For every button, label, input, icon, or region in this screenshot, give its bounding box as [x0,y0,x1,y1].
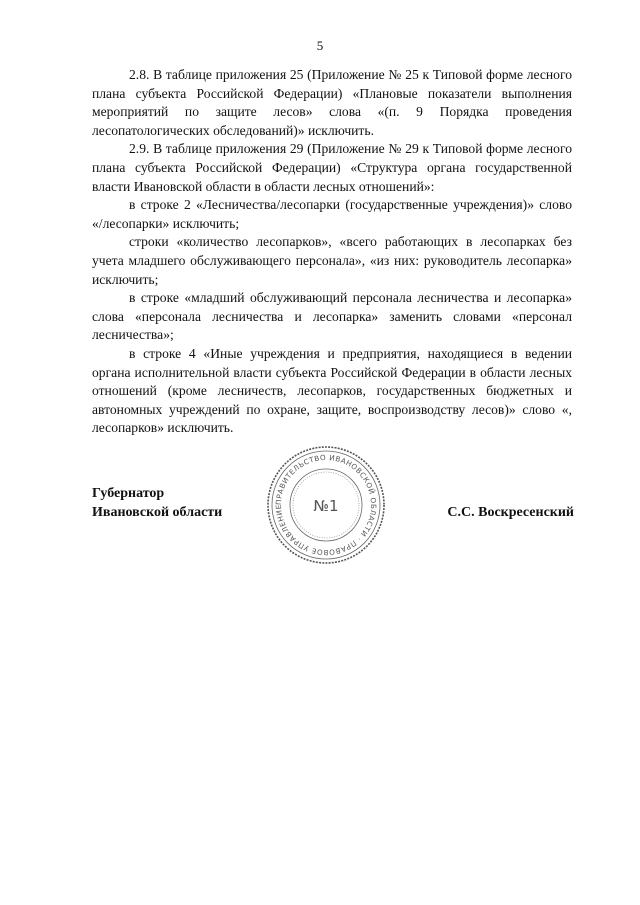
paragraph-row-junior-staff: в строке «младший обслуживающий персонала лесничества и лесопарка» слова «персонала лесничества и лесопарка» заменить словами «персонал лесничества»; [92,290,572,343]
paragraph-row-4: в строке 4 «Иные учреждения и предприятия, находящиеся в ведении органа исполнительной власти субъекта Российской Федерации в области лесных отношений (кроме лесничеств, лесопарков, государственных бюджетных и автономных учреждений по охране, защите, воспроизводству лесов)» слово «, лесопарков» исключить. [92,345,572,436]
page-number: 5 [316,38,324,53]
official-seal [265,444,387,566]
seal-ring-text: ПРАВИТЕЛЬСТВО ИВАНОВСКОЙ ОБЛАСТИ · ПРАВОВОЕ УПРАВЛЕНИЕ [273,452,379,558]
signatory-title [92,484,222,522]
signatory-name: С.С. Воскресенский [447,505,574,520]
signatory-title-line2: Ивановской области [92,505,223,520]
seal-center-number: №1 [313,497,339,515]
signature-block [92,452,574,604]
seal-stamp-graphic [265,444,387,566]
paragraph-2-9: 2.9. В таблице приложения 29 (Приложение № 29 к Типовой форме лесного плана субъекта Российской Федерации) «Структура органа государственной власти Ивановской области в области лесных отношений»: [92,141,572,194]
signatory-title-line1: Губернатор [92,486,165,501]
paragraph-2-8: 2.8. В таблице приложения 25 (Приложение № 25 к Типовой форме лесного плана субъекта Российской Федерации) «Плановые показатели выполнения мероприятий по защите лесов» слова «(п. 9 Порядка проведения лесопатологических обследований)» исключить. [92,67,572,138]
document-body [92,66,572,438]
paragraph-rows-lesopark: строки «количество лесопарков», «всего работающих в лесопарках без учета младшего обслуживающего персонала», «из них: руководитель лесопарка» исключить; [92,234,572,287]
paragraph-row-2: в строке 2 «Лесничества/лесопарки (государственные учреждения)» слово «/лесопарки» исключить; [92,197,572,231]
